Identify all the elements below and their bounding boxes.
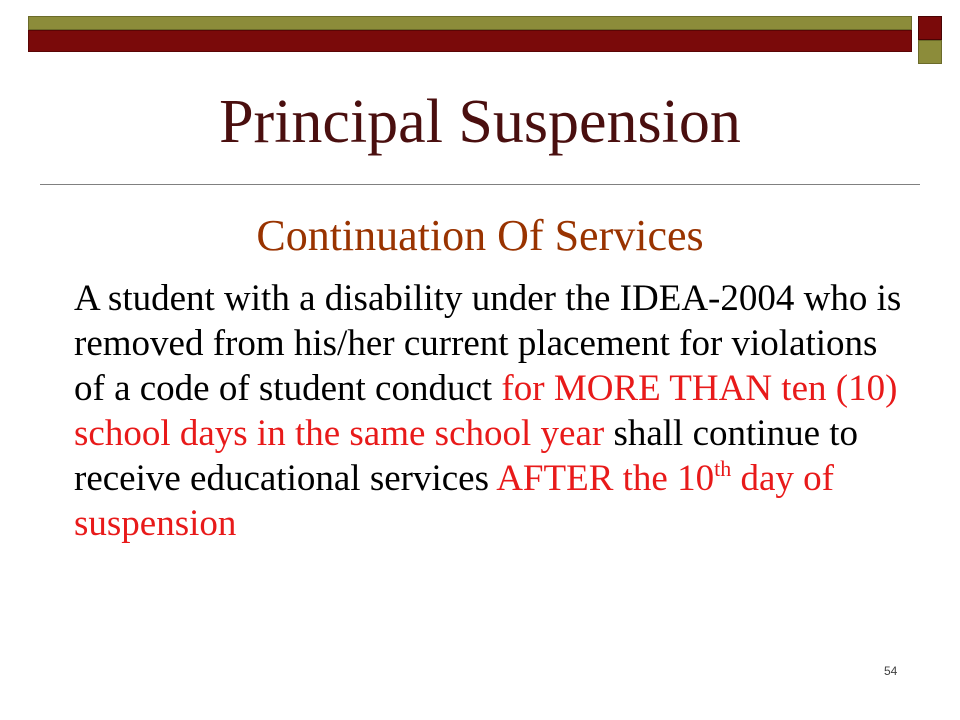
slide-title: Principal Suspension — [219, 88, 741, 156]
olive-bar — [28, 16, 912, 30]
emphasis-duration: for MORE THAN ten (10) school days in the same school year — [74, 368, 898, 454]
emphasis-after: AFTER the 10 — [496, 458, 715, 499]
maroon-bar — [28, 30, 912, 52]
ordinal-suffix: th — [714, 456, 732, 481]
maroon-square — [918, 16, 942, 40]
slide-subtitle: Continuation Of Services — [256, 211, 704, 260]
body-text-part1: A student with a disability under the IDEA-2004 who is removed from his/her current placement for violations of a code of student conduct — [74, 278, 902, 409]
title-divider — [40, 184, 920, 185]
olive-square — [918, 40, 942, 64]
body-text-part3: shall continue to receive educational services — [74, 413, 859, 499]
slide-number: 54 — [884, 664, 898, 678]
body-paragraph — [74, 276, 904, 546]
emphasis-day-of-suspension: day of suspension — [74, 458, 834, 544]
